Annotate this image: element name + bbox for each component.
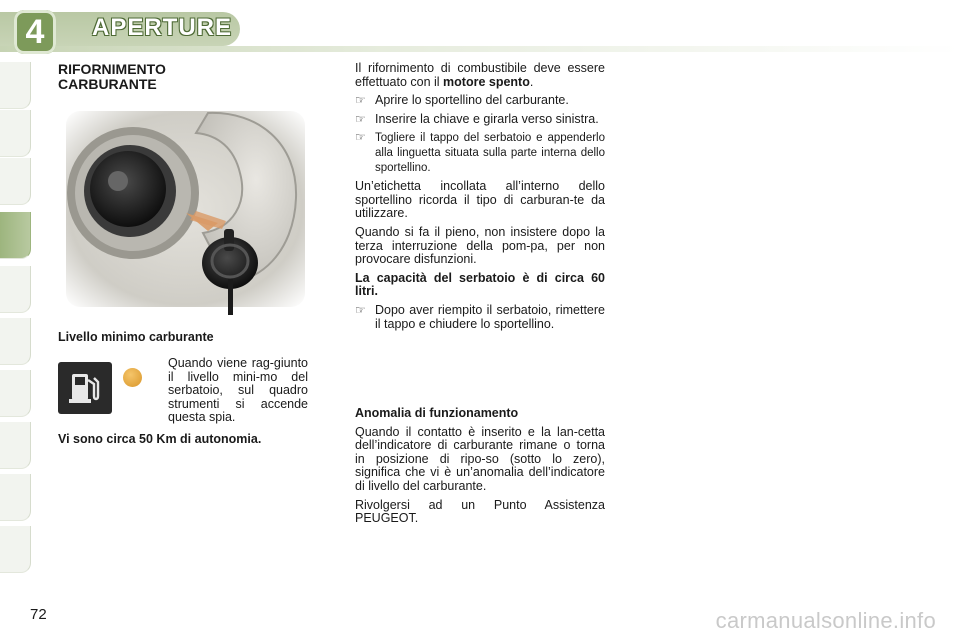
section-title-line: RIFORNIMENTO <box>58 61 166 77</box>
autonomy-note: Vi sono circa 50 Km di autonomia. <box>58 432 262 446</box>
step-item <box>355 131 605 175</box>
intro-bold: motore spento <box>443 74 530 89</box>
step-text: Dopo aver riempito il serbatoio, rimettere il tappo e chiudere lo sportellino. <box>375 302 605 331</box>
chapter-title: APERTURE <box>92 14 233 41</box>
page-header <box>0 0 960 56</box>
section-title <box>58 62 166 92</box>
pointing-hand-icon: ☞ <box>355 111 366 126</box>
chapter-tabs <box>0 62 34 582</box>
service-text: Rivolgersi ad un Punto Assistenza PEUGEOT. <box>355 497 605 526</box>
chapter-tab[interactable] <box>0 266 31 313</box>
step-item <box>355 113 605 127</box>
full-tank-note: Quando si fa il pieno, non insistere dopo la terza interruzione della pom-pa, per non provocare disfunzioni. <box>355 224 605 267</box>
label-note: Un’etichetta incollata all’interno dello sportellino ricorda il tipo di carburan-te da utilizzare. <box>355 179 605 221</box>
malfunction-heading: Anomalia di funzionamento <box>355 406 519 420</box>
step-text: Aprire lo sportellino del carburante. <box>375 93 569 108</box>
pointing-hand-icon: ☞ <box>355 302 366 317</box>
page-number: 72 <box>30 606 47 623</box>
min-fuel-text: Quando viene rag-giunto il livello mini-mo del serbatoio, sul quadro strumenti si accende questa spia. <box>168 356 308 425</box>
capacity-note: La capacità del serbatoio è di circa 60 litri. <box>355 270 605 299</box>
chapter-number: 4 <box>25 13 45 51</box>
chapter-tab[interactable] <box>0 526 31 573</box>
warning-lamp-icon <box>123 368 142 387</box>
chapter-tab[interactable] <box>0 158 31 205</box>
step-text: Togliere il tappo del serbatoio e appenderlo alla linguetta situata sulla parte interna dello sportellino. <box>375 132 605 174</box>
refuel-instructions <box>355 62 605 336</box>
chapter-tab[interactable] <box>0 422 31 469</box>
fuel-cap-photo <box>58 103 313 315</box>
fuel-pump-icon <box>58 362 112 414</box>
chapter-tab[interactable] <box>0 474 31 521</box>
chapter-tab-active[interactable] <box>0 212 31 259</box>
chapter-tab[interactable] <box>0 62 31 109</box>
watermark: carmanualsonline.info <box>715 608 936 633</box>
section-title-line: CARBURANTE <box>58 76 157 92</box>
header-rule <box>0 46 960 52</box>
step-item <box>355 304 605 331</box>
chapter-tab[interactable] <box>0 370 31 417</box>
intro-text: Il rifornimento di combustibile deve essere effettuato con il <box>355 61 605 89</box>
step-item <box>355 94 605 108</box>
step-text: Inserire la chiave e girarla verso sinistra. <box>375 111 599 126</box>
chapter-tab[interactable] <box>0 318 31 365</box>
intro-end: . <box>529 74 534 89</box>
intro-paragraph <box>355 62 605 89</box>
malfunction-text: Quando il contatto è inserito e la lan-cetta dell’indicatore di carburante rimane o torna in posizione di ripo-so (sotto lo zero), significa che vi è un’anomalia dell’indicatore di livello del carburante. <box>355 424 605 493</box>
chapter-tab[interactable] <box>0 110 31 157</box>
malfunction-section <box>355 407 605 531</box>
pointing-hand-icon: ☞ <box>355 93 366 108</box>
pointing-hand-icon: ☞ <box>355 130 366 145</box>
min-fuel-heading: Livello minimo carburante <box>58 330 214 344</box>
